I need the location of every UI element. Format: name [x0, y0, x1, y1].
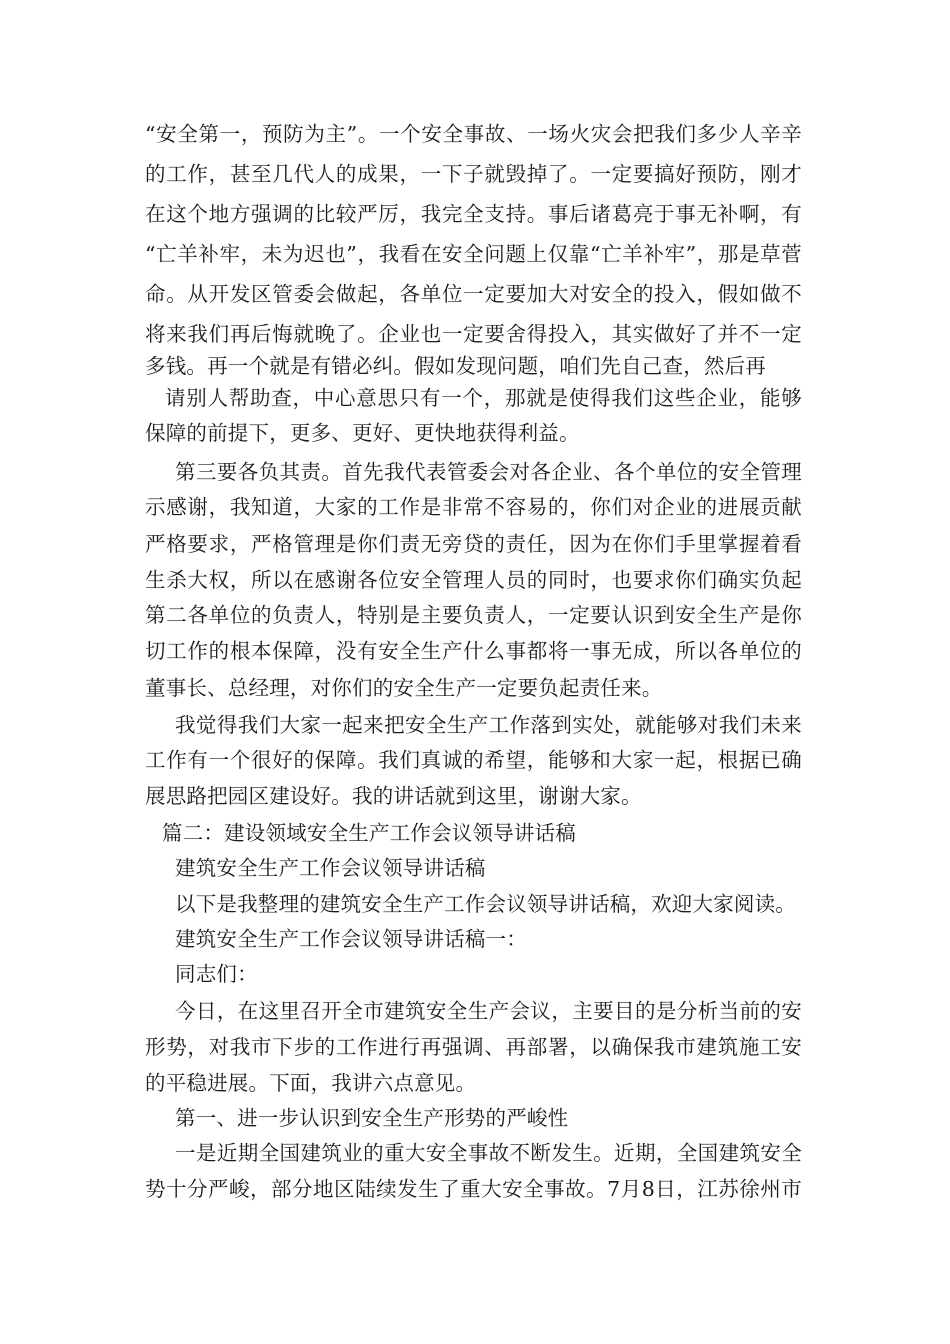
text-line: 展思路把园区建设好。我的讲话就到这里，谢谢大家。: [145, 784, 642, 808]
section-heading: 篇二：建设领域安全生产工作会议领导讲话稿: [162, 821, 576, 845]
text-line: 董事长、总经理，对你们的安全生产一定要负起责任来。: [145, 676, 663, 700]
intro-line: 以下是我整理的建筑安全生产工作会议领导讲话稿，欢迎大家阅读。: [175, 892, 796, 916]
text-line: “亡羊补牢，未为迟也”，我看在安全问题上仅靠“亡羊补牢”，那是草菅: [145, 242, 802, 266]
text-line: 将来我们再后悔就晚了。企业也一定要舍得投入，其实做好了并不一定: [145, 322, 802, 346]
paragraph-first-line: 我觉得我们大家一起来把安全生产工作落到实处，就能够对我们未来: [175, 713, 802, 737]
text-line: “安全第一，预防为主”。一个安全事故、一场火灾会把我们多少人辛辛: [145, 122, 802, 146]
text-line: 命。从开发区管委会做起，各单位一定要加大对安全的投入，假如做不: [145, 282, 802, 306]
text-line: 多钱。再一个就是有错必纠。假如发现问题，咱们先自己查，然后再: [145, 354, 766, 378]
text-line: 的平稳进展。下面，我讲六点意见。: [145, 1071, 477, 1095]
text-line: 在这个地方强调的比较严厉，我完全支持。事后诸葛亮于事无补啊，有: [145, 202, 802, 226]
text-line: 请别人帮助查，中心意思只有一个，那就是使得我们这些企业，能够: [165, 386, 802, 410]
speech-title: 建筑安全生产工作会议领导讲话稿: [175, 856, 486, 880]
point-heading: 第一、进一步认识到安全生产形势的严峻性: [175, 1106, 569, 1130]
text-line: 工作有一个很好的保障。我们真诚的希望，能够和大家一起，根据已确: [145, 748, 802, 772]
text-line: 形势，对我市下步的工作进行再强调、再部署，以确保我市建筑施工安: [145, 1035, 802, 1059]
text-line: 生杀大权，所以在感谢各位安全管理人员的同时，也要求你们确实负起: [145, 568, 802, 592]
text-line: 的工作，甚至几代人的成果，一下子就毁掉了。一定要搞好预防，刚才: [145, 162, 802, 186]
text-line: 示感谢，我知道，大家的工作是非常不容易的，你们对企业的进展贡献: [145, 495, 802, 519]
paragraph-first-line: 今日，在这里召开全市建筑安全生产会议，主要目的是分析当前的安: [175, 999, 802, 1023]
text-line: 势十分严峻，部分地区陆续发生了重大安全事故。7月8日，江苏徐州市: [145, 1177, 802, 1201]
paragraph-first-line: 一是近期全国建筑业的重大安全事故不断发生。近期，全国建筑安全: [175, 1141, 802, 1165]
text-line: 严格要求，严格管理是你们责无旁贷的责任，因为在你们手里掌握着看: [145, 532, 802, 556]
salutation: 同志们：: [175, 962, 258, 986]
text-line: 第二各单位的负责人，特别是主要负责人，一定要认识到安全生产是你: [145, 603, 802, 627]
speech-subtitle: 建筑安全生产工作会议领导讲话稿一：: [175, 927, 527, 951]
text-line: 切工作的根本保障，没有安全生产什么事都将一事无成，所以各单位的: [145, 639, 802, 663]
text-line: 保障的前提下，更多、更好、更快地获得利益。: [145, 421, 580, 445]
paragraph-first-line: 第三要各负其责。首先我代表管委会对各企业、各个单位的安全管理: [175, 460, 802, 484]
